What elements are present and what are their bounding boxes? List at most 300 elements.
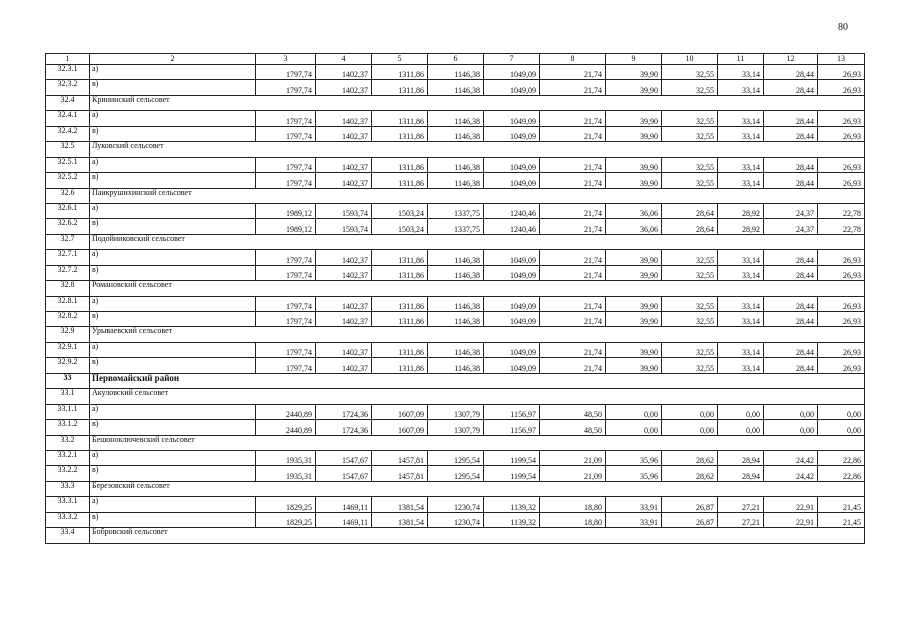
value-cell: 0,00 <box>606 404 662 419</box>
value-cell: 1989,12 <box>256 219 316 234</box>
value-cell: 33,14 <box>718 65 764 80</box>
value-cell: 1230,74 <box>428 512 484 527</box>
value-cell: 18,80 <box>540 497 606 512</box>
row-label: в) <box>90 173 256 188</box>
value-cell: 0,00 <box>718 420 764 435</box>
value-cell: 1797,74 <box>256 342 316 357</box>
value-cell: 39,90 <box>606 111 662 126</box>
value-cell: 1829,25 <box>256 497 316 512</box>
value-cell: 21,74 <box>540 126 606 141</box>
value-cell: 1402,37 <box>316 111 372 126</box>
value-cell: 21,74 <box>540 65 606 80</box>
value-cell: 39,90 <box>606 265 662 280</box>
row-label: а) <box>90 342 256 357</box>
value-cell: 28,44 <box>764 111 818 126</box>
value-cell: 28,44 <box>764 358 818 373</box>
value-cell: 1402,37 <box>316 358 372 373</box>
value-cell: 28,44 <box>764 80 818 95</box>
column-number: 10 <box>662 54 718 65</box>
value-cell: 33,14 <box>718 342 764 357</box>
value-cell: 21,09 <box>540 466 606 481</box>
value-cell: 33,14 <box>718 312 764 327</box>
value-cell: 28,44 <box>764 250 818 265</box>
council-name: Урывaевский сельсовет <box>90 327 865 342</box>
table-row <box>46 512 865 527</box>
row-label: а) <box>90 296 256 311</box>
row-code: 32.7.2 <box>46 265 90 280</box>
column-number: 2 <box>90 54 256 65</box>
value-cell: 1381,54 <box>372 512 428 527</box>
value-cell: 1402,37 <box>316 65 372 80</box>
value-cell: 1295,54 <box>428 466 484 481</box>
value-cell: 33,14 <box>718 111 764 126</box>
value-cell: 26,93 <box>818 126 865 141</box>
value-cell: 0,00 <box>818 404 865 419</box>
row-label: в) <box>90 265 256 280</box>
value-cell: 0,00 <box>662 404 718 419</box>
column-number: 3 <box>256 54 316 65</box>
row-code: 32.4.2 <box>46 126 90 141</box>
value-cell: 22,78 <box>818 219 865 234</box>
value-cell: 21,45 <box>818 512 865 527</box>
value-cell: 35,96 <box>606 466 662 481</box>
value-cell: 1146,38 <box>428 111 484 126</box>
value-cell: 1797,74 <box>256 296 316 311</box>
value-cell: 21,74 <box>540 250 606 265</box>
value-cell: 28,44 <box>764 312 818 327</box>
table-row <box>46 203 865 218</box>
section-header-row <box>46 528 865 543</box>
value-cell: 1402,37 <box>316 342 372 357</box>
value-cell: 32,55 <box>662 358 718 373</box>
value-cell: 1240,46 <box>484 219 540 234</box>
tariff-table <box>45 53 865 544</box>
table-row <box>46 497 865 512</box>
row-code: 32.8.2 <box>46 312 90 327</box>
value-cell: 39,90 <box>606 65 662 80</box>
row-code: 32.4.1 <box>46 111 90 126</box>
value-cell: 32,55 <box>662 65 718 80</box>
value-cell: 36,06 <box>606 219 662 234</box>
row-code: 32.3.1 <box>46 65 90 80</box>
value-cell: 21,74 <box>540 342 606 357</box>
value-cell: 1049,09 <box>484 80 540 95</box>
value-cell: 28,64 <box>662 219 718 234</box>
value-cell: 39,90 <box>606 80 662 95</box>
value-cell: 18,80 <box>540 512 606 527</box>
value-cell: 1989,12 <box>256 203 316 218</box>
value-cell: 32,55 <box>662 312 718 327</box>
value-cell: 39,90 <box>606 342 662 357</box>
value-cell: 33,14 <box>718 296 764 311</box>
value-cell: 1049,09 <box>484 111 540 126</box>
value-cell: 1797,74 <box>256 157 316 172</box>
value-cell: 1311,86 <box>372 296 428 311</box>
value-cell: 21,74 <box>540 80 606 95</box>
value-cell: 35,96 <box>606 450 662 465</box>
value-cell: 26,87 <box>662 497 718 512</box>
council-name: Романовский сельсовет <box>90 281 865 296</box>
value-cell: 1935,31 <box>256 466 316 481</box>
value-cell: 1146,38 <box>428 250 484 265</box>
value-cell: 1311,86 <box>372 250 428 265</box>
value-cell: 26,93 <box>818 342 865 357</box>
value-cell: 1311,86 <box>372 126 428 141</box>
value-cell: 0,00 <box>718 404 764 419</box>
value-cell: 33,14 <box>718 265 764 280</box>
value-cell: 1240,46 <box>484 203 540 218</box>
district-header-row <box>46 373 865 388</box>
value-cell: 39,90 <box>606 358 662 373</box>
value-cell: 24,37 <box>764 203 818 218</box>
section-header-row <box>46 188 865 203</box>
value-cell: 21,74 <box>540 173 606 188</box>
value-cell: 1156,97 <box>484 404 540 419</box>
value-cell: 1146,38 <box>428 80 484 95</box>
page-number: 80 <box>838 22 848 33</box>
district-name: Первомайский район <box>90 373 865 388</box>
row-label: в) <box>90 358 256 373</box>
value-cell: 48,50 <box>540 404 606 419</box>
row-code: 32.9.2 <box>46 358 90 373</box>
row-code: 33.1.1 <box>46 404 90 419</box>
row-label: а) <box>90 404 256 419</box>
table-row <box>46 450 865 465</box>
value-cell: 0,00 <box>818 420 865 435</box>
value-cell: 0,00 <box>662 420 718 435</box>
column-number: 7 <box>484 54 540 65</box>
column-number: 9 <box>606 54 662 65</box>
value-cell: 39,90 <box>606 173 662 188</box>
value-cell: 1295,54 <box>428 450 484 465</box>
value-cell: 1311,86 <box>372 80 428 95</box>
value-cell: 1199,54 <box>484 466 540 481</box>
row-code: 32.6.2 <box>46 219 90 234</box>
council-name: Березовский сельсовет <box>90 481 865 496</box>
value-cell: 1146,38 <box>428 342 484 357</box>
value-cell: 1146,38 <box>428 312 484 327</box>
value-cell: 1311,86 <box>372 111 428 126</box>
value-cell: 26,93 <box>818 312 865 327</box>
value-cell: 2440,89 <box>256 404 316 419</box>
value-cell: 26,93 <box>818 173 865 188</box>
value-cell: 33,14 <box>718 126 764 141</box>
value-cell: 39,90 <box>606 126 662 141</box>
row-label: а) <box>90 497 256 512</box>
table-row <box>46 65 865 80</box>
value-cell: 1049,09 <box>484 126 540 141</box>
value-cell: 27,21 <box>718 497 764 512</box>
row-label: а) <box>90 250 256 265</box>
value-cell: 1049,09 <box>484 250 540 265</box>
value-cell: 1049,09 <box>484 296 540 311</box>
value-cell: 1607,09 <box>372 420 428 435</box>
council-name: Бобровский сельсовет <box>90 528 865 543</box>
value-cell: 26,93 <box>818 358 865 373</box>
value-cell: 1146,38 <box>428 126 484 141</box>
value-cell: 1146,38 <box>428 265 484 280</box>
column-number: 5 <box>372 54 428 65</box>
value-cell: 32,55 <box>662 173 718 188</box>
row-code: 33.2 <box>46 435 90 450</box>
row-label: в) <box>90 219 256 234</box>
council-name: Бешоноключевский сельсовет <box>90 435 865 450</box>
table-row <box>46 466 865 481</box>
value-cell: 24,42 <box>764 450 818 465</box>
value-cell: 28,94 <box>718 450 764 465</box>
row-label: в) <box>90 512 256 527</box>
table-row <box>46 312 865 327</box>
value-cell: 32,55 <box>662 342 718 357</box>
value-cell: 32,55 <box>662 80 718 95</box>
column-number: 11 <box>718 54 764 65</box>
value-cell: 26,93 <box>818 265 865 280</box>
value-cell: 1139,32 <box>484 512 540 527</box>
value-cell: 1311,86 <box>372 65 428 80</box>
value-cell: 1797,74 <box>256 312 316 327</box>
value-cell: 1402,37 <box>316 312 372 327</box>
row-label: в) <box>90 312 256 327</box>
value-cell: 1829,25 <box>256 512 316 527</box>
value-cell: 26,93 <box>818 157 865 172</box>
value-cell: 1797,74 <box>256 80 316 95</box>
value-cell: 1311,86 <box>372 157 428 172</box>
value-cell: 21,45 <box>818 497 865 512</box>
value-cell: 1049,09 <box>484 312 540 327</box>
value-cell: 1049,09 <box>484 157 540 172</box>
section-header-row <box>46 435 865 450</box>
table-row <box>46 250 865 265</box>
value-cell: 26,93 <box>818 65 865 80</box>
value-cell: 26,93 <box>818 111 865 126</box>
value-cell: 28,44 <box>764 65 818 80</box>
value-cell: 1402,37 <box>316 250 372 265</box>
value-cell: 1049,09 <box>484 342 540 357</box>
column-number: 12 <box>764 54 818 65</box>
value-cell: 32,55 <box>662 157 718 172</box>
value-cell: 32,55 <box>662 250 718 265</box>
value-cell: 28,62 <box>662 466 718 481</box>
council-name: Акуловский сельсовет <box>90 389 865 404</box>
row-code: 33 <box>46 373 90 388</box>
value-cell: 1311,86 <box>372 312 428 327</box>
value-cell: 1797,74 <box>256 250 316 265</box>
row-code: 33.3.1 <box>46 497 90 512</box>
value-cell: 39,90 <box>606 157 662 172</box>
council-name: Подойииковский сельсовет <box>90 234 865 249</box>
value-cell: 1337,75 <box>428 203 484 218</box>
value-cell: 26,93 <box>818 250 865 265</box>
value-cell: 1311,86 <box>372 173 428 188</box>
section-header-row <box>46 281 865 296</box>
value-cell: 1503,24 <box>372 219 428 234</box>
value-cell: 1230,74 <box>428 497 484 512</box>
value-cell: 1593,74 <box>316 203 372 218</box>
row-label: в) <box>90 420 256 435</box>
row-code: 33.1 <box>46 389 90 404</box>
value-cell: 1146,38 <box>428 65 484 80</box>
table-row <box>46 126 865 141</box>
value-cell: 26,93 <box>818 296 865 311</box>
value-cell: 21,74 <box>540 111 606 126</box>
table-body <box>46 54 865 544</box>
column-number: 1 <box>46 54 90 65</box>
value-cell: 1049,09 <box>484 265 540 280</box>
value-cell: 36,06 <box>606 203 662 218</box>
value-cell: 1381,54 <box>372 497 428 512</box>
section-header-row <box>46 389 865 404</box>
value-cell: 22,91 <box>764 512 818 527</box>
column-number: 4 <box>316 54 372 65</box>
column-number-row <box>46 54 865 65</box>
row-label: а) <box>90 157 256 172</box>
value-cell: 1139,32 <box>484 497 540 512</box>
value-cell: 28,44 <box>764 296 818 311</box>
value-cell: 1593,74 <box>316 219 372 234</box>
row-code: 32.3.2 <box>46 80 90 95</box>
value-cell: 1797,74 <box>256 265 316 280</box>
value-cell: 1337,75 <box>428 219 484 234</box>
value-cell: 28,44 <box>764 157 818 172</box>
value-cell: 1146,38 <box>428 157 484 172</box>
value-cell: 39,90 <box>606 312 662 327</box>
value-cell: 1307,79 <box>428 404 484 419</box>
value-cell: 1402,37 <box>316 80 372 95</box>
value-cell: 1307,79 <box>428 420 484 435</box>
value-cell: 33,14 <box>718 173 764 188</box>
value-cell: 1797,74 <box>256 126 316 141</box>
value-cell: 33,14 <box>718 80 764 95</box>
value-cell: 1724,36 <box>316 404 372 419</box>
value-cell: 1797,74 <box>256 65 316 80</box>
value-cell: 1547,67 <box>316 450 372 465</box>
value-cell: 28,94 <box>718 466 764 481</box>
value-cell: 21,74 <box>540 219 606 234</box>
row-code: 32.5 <box>46 142 90 157</box>
value-cell: 0,00 <box>764 404 818 419</box>
value-cell: 28,92 <box>718 219 764 234</box>
section-header-row <box>46 95 865 110</box>
value-cell: 1402,37 <box>316 157 372 172</box>
value-cell: 28,92 <box>718 203 764 218</box>
value-cell: 1797,74 <box>256 173 316 188</box>
value-cell: 28,44 <box>764 173 818 188</box>
value-cell: 1049,09 <box>484 173 540 188</box>
table-row <box>46 358 865 373</box>
value-cell: 33,91 <box>606 497 662 512</box>
row-code: 32.9.1 <box>46 342 90 357</box>
table-row <box>46 219 865 234</box>
value-cell: 1311,86 <box>372 265 428 280</box>
value-cell: 26,93 <box>818 80 865 95</box>
value-cell: 28,44 <box>764 126 818 141</box>
table-row <box>46 111 865 126</box>
row-code: 33.4 <box>46 528 90 543</box>
row-code: 32.6.1 <box>46 203 90 218</box>
value-cell: 22,86 <box>818 466 865 481</box>
value-cell: 1935,31 <box>256 450 316 465</box>
value-cell: 1402,37 <box>316 296 372 311</box>
row-label: а) <box>90 203 256 218</box>
row-code: 32.5.1 <box>46 157 90 172</box>
row-code: 32.6 <box>46 188 90 203</box>
value-cell: 1156,97 <box>484 420 540 435</box>
value-cell: 21,74 <box>540 312 606 327</box>
table-row <box>46 80 865 95</box>
value-cell: 1146,38 <box>428 173 484 188</box>
row-code: 33.2.2 <box>46 466 90 481</box>
table-row <box>46 157 865 172</box>
value-cell: 28,62 <box>662 450 718 465</box>
value-cell: 39,90 <box>606 250 662 265</box>
value-cell: 33,91 <box>606 512 662 527</box>
value-cell: 1146,38 <box>428 358 484 373</box>
row-label: а) <box>90 450 256 465</box>
value-cell: 1503,24 <box>372 203 428 218</box>
row-code: 33.2.1 <box>46 450 90 465</box>
value-cell: 32,55 <box>662 265 718 280</box>
row-code: 32.8 <box>46 281 90 296</box>
row-code: 33.3 <box>46 481 90 496</box>
value-cell: 48,50 <box>540 420 606 435</box>
table-row <box>46 404 865 419</box>
row-code: 32.8.1 <box>46 296 90 311</box>
column-number: 8 <box>540 54 606 65</box>
value-cell: 24,37 <box>764 219 818 234</box>
value-cell: 32,55 <box>662 296 718 311</box>
value-cell: 28,44 <box>764 342 818 357</box>
value-cell: 1469,11 <box>316 512 372 527</box>
value-cell: 27,21 <box>718 512 764 527</box>
value-cell: 1049,09 <box>484 358 540 373</box>
value-cell: 1402,37 <box>316 265 372 280</box>
value-cell: 1311,86 <box>372 358 428 373</box>
council-name: Паикрушихинский сельсовет <box>90 188 865 203</box>
value-cell: 1402,37 <box>316 126 372 141</box>
value-cell: 33,14 <box>718 358 764 373</box>
section-header-row <box>46 327 865 342</box>
value-cell: 28,64 <box>662 203 718 218</box>
council-name: Луковский сельсовет <box>90 142 865 157</box>
value-cell: 1402,37 <box>316 173 372 188</box>
row-label: а) <box>90 111 256 126</box>
row-code: 32.7 <box>46 234 90 249</box>
value-cell: 1457,81 <box>372 466 428 481</box>
value-cell: 22,86 <box>818 450 865 465</box>
column-number: 13 <box>818 54 865 65</box>
table-row <box>46 173 865 188</box>
table-row <box>46 265 865 280</box>
value-cell: 32,55 <box>662 126 718 141</box>
row-code: 32.5.2 <box>46 173 90 188</box>
value-cell: 1146,38 <box>428 296 484 311</box>
value-cell: 21,74 <box>540 265 606 280</box>
section-header-row <box>46 142 865 157</box>
value-cell: 1311,86 <box>372 342 428 357</box>
row-code: 33.1.2 <box>46 420 90 435</box>
value-cell: 1547,67 <box>316 466 372 481</box>
table-row <box>46 342 865 357</box>
section-header-row <box>46 481 865 496</box>
value-cell: 1457,81 <box>372 450 428 465</box>
section-header-row <box>46 234 865 249</box>
value-cell: 1049,09 <box>484 65 540 80</box>
value-cell: 22,78 <box>818 203 865 218</box>
value-cell: 39,90 <box>606 296 662 311</box>
value-cell: 32,55 <box>662 111 718 126</box>
column-number: 6 <box>428 54 484 65</box>
row-code: 33.3.2 <box>46 512 90 527</box>
